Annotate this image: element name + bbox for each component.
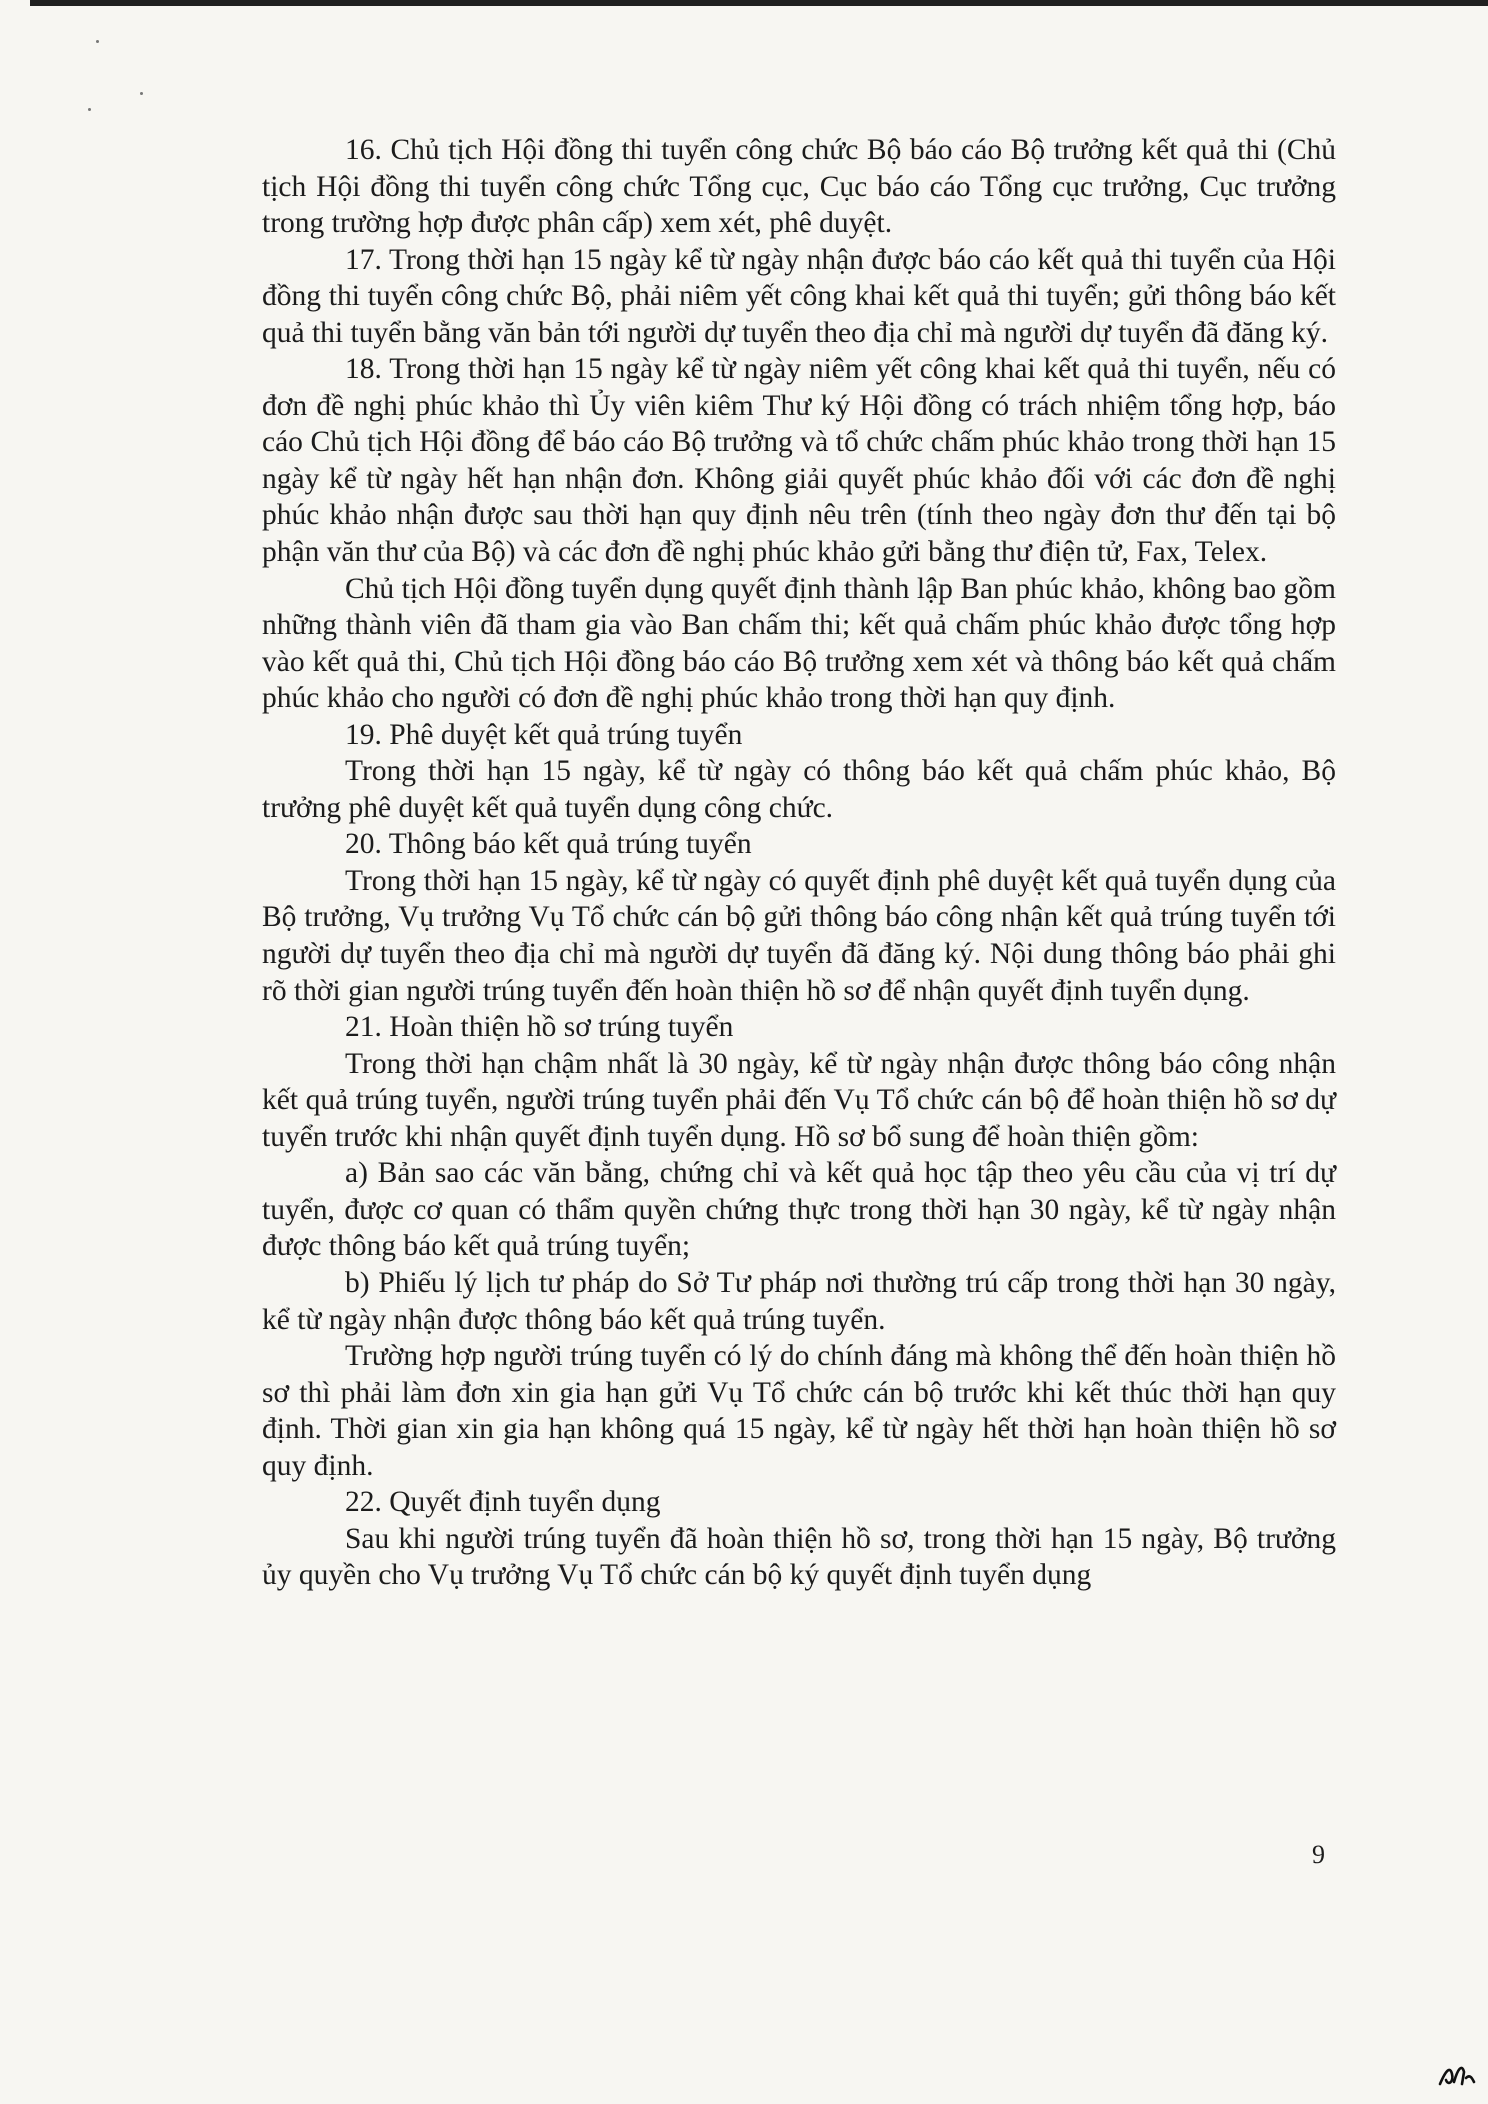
paragraph-22: Sau khi người trúng tuyển đã hoàn thiện hồ sơ, trong thời hạn 15 ngày, Bộ trưởng ủy quyền cho Vụ trưởng Vụ Tổ chức cán bộ ký quyết định tuyển dụng [262,1522,1336,1592]
document-body [262,132,1336,1594]
scan-speck [140,92,143,95]
scan-speck [96,40,99,43]
heading-20: 20. Thông báo kết quả trúng tuyển [345,828,752,861]
page-top-border [30,0,1488,6]
heading-21: 21. Hoàn thiện hồ sơ trúng tuyển [345,1011,734,1044]
initials-mark-icon [1436,2060,1476,2090]
heading-22: 22. Quyết định tuyển dụng [345,1486,661,1519]
paragraph-18: 18. Trong thời hạn 15 ngày kể từ ngày niêm yết công khai kết quả thi tuyển, nếu có đơn đề nghị phúc khảo thì Ủy viên kiêm Thư ký Hội đồng có trách nhiệm tổng hợp, báo cáo Chủ tịch Hội đồng để báo cáo Bộ trưởng và tổ chức chấm phúc khảo trong thời hạn 15 ngày kể từ ngày hết hạn nhận đơn. Không giải quyết phúc khảo đối với các đơn đề nghị phúc khảo nhận được sau thời hạn quy định nêu trên (tính theo ngày đơn thư đến tại bộ phận văn thư của Bộ) và các đơn đề nghị phúc khảo gửi bằng thư điện tử, Fax, Telex. [262,353,1336,569]
heading-19: 19. Phê duyệt kết quả trúng tuyển [345,718,743,751]
paragraph-17: 17. Trong thời hạn 15 ngày kể từ ngày nhận được báo cáo kết quả thi tuyển của Hội đồng thi tuyển công chức Bộ, phải niêm yết công khai kết quả thi tuyển; gửi thông báo kết quả thi tuyển bằng văn bản tới người dự tuyển theo địa chỉ mà người dự tuyển đã đăng ký. [262,243,1336,349]
paragraph-21-item-a: a) Bản sao các văn bằng, chứng chỉ và kết quả học tập theo yêu cầu của vị trí dự tuyển, được cơ quan có thẩm quyền chứng thực trong thời hạn 30 ngày, kể từ ngày nhận được thông báo kết quả trúng tuyển; [262,1157,1336,1263]
paragraph-21: Trong thời hạn chậm nhất là 30 ngày, kể từ ngày nhận được thông báo công nhận kết quả trúng tuyển, người trúng tuyển phải đến Vụ Tổ chức cán bộ để hoàn thiện hồ sơ dự tuyển trước khi nhận quyết định tuyển dụng. Hồ sơ bổ sung để hoàn thiện gồm: [262,1047,1336,1153]
scan-speck [88,108,91,111]
paragraph-20: Trong thời hạn 15 ngày, kể từ ngày có quyết định phê duyệt kết quả tuyển dụng của Bộ trưởng, Vụ trưởng Vụ Tổ chức cán bộ gửi thông báo công nhận kết quả trúng tuyển tới người dự tuyển theo địa chỉ mà người dự tuyển đã đăng ký. Nội dung thông báo phải ghi rõ thời gian người trúng tuyển đến hoàn thiện hồ sơ để nhận quyết định tuyển dụng. [262,864,1336,1007]
paragraph-18-review-board: Chủ tịch Hội đồng tuyển dụng quyết định thành lập Ban phúc khảo, không bao gồm những thành viên đã tham gia vào Ban chấm thi; kết quả chấm phúc khảo được tổng hợp vào kết quả thi, Chủ tịch Hội đồng báo cáo Bộ trưởng xem xét và thông báo kết quả chấm phúc khảo cho người có đơn đề nghị phúc khảo trong thời hạn quy định. [262,572,1336,715]
paragraph-21-item-b: b) Phiếu lý lịch tư pháp do Sở Tư pháp nơi thường trú cấp trong thời hạn 30 ngày, kể từ ngày nhận được thông báo kết quả trúng tuyển. [262,1266,1336,1336]
page-number: 9 [1312,1840,1325,1869]
paragraph-19: Trong thời hạn 15 ngày, kể từ ngày có thông báo kết quả chấm phúc khảo, Bộ trưởng phê duyệt kết quả tuyển dụng công chức. [262,755,1336,824]
paragraph-21-extension: Trường hợp người trúng tuyển có lý do chính đáng mà không thể đến hoàn thiện hồ sơ thì phải làm đơn xin gia hạn gửi Vụ Tổ chức cán bộ trước khi kết thúc thời hạn quy định. Thời gian xin gia hạn không quá 15 ngày, kể từ ngày hết thời hạn hoàn thiện hồ sơ quy định. [262,1340,1336,1482]
paragraph-16: 16. Chủ tịch Hội đồng thi tuyển công chức Bộ báo cáo Bộ trưởng kết quả thi (Chủ tịch Hội đồng thi tuyển công chức Tổng cục, Cục báo cáo Tổng cục trưởng, Cục trưởng trong trường hợp được phân cấp) xem xét, phê duyệt. [262,134,1336,240]
